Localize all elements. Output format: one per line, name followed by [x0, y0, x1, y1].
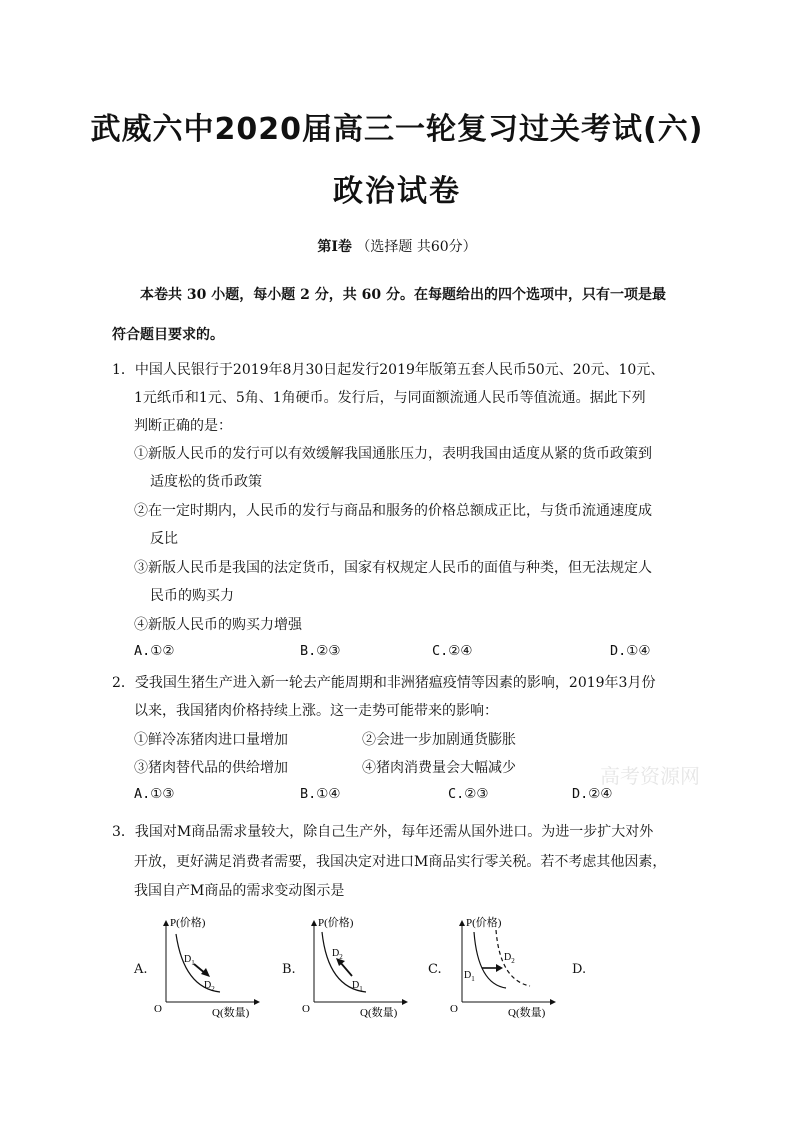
instructions-line-1: 本卷共 30 小题，每小题 2 分，共 60 分。在每题给出的四个选项中，只有一项是最 — [140, 287, 666, 303]
q1-option-b: B.②③ — [300, 643, 341, 659]
exam-subtitle: 政治试卷 — [333, 174, 461, 209]
graph-c-y-arrow — [459, 920, 465, 926]
graph-b-shift-arrow — [340, 962, 352, 976]
graph-a-demand-curve — [176, 934, 220, 992]
graph-c-y-label: P(价格) — [466, 917, 502, 929]
q2-statement-2: ②会进一步加剧通货膨胀 — [362, 732, 516, 748]
section-note: （选择题 共60分） — [356, 239, 477, 255]
q1-statement-2a: ②在一定时期内，人民币的发行与商品和服务的价格总额成正比，与货币流通速度成 — [134, 503, 652, 519]
q2-option-d: D.②④ — [572, 786, 613, 802]
q2-line-2: 以来，我国猪肉价格持续上涨。这一走势可能带来的影响： — [134, 703, 498, 719]
graph-b-y-arrow — [311, 920, 317, 926]
q1-statement-1a: ①新版人民币的发行可以有效缓解我国通胀压力，表明我国由适度从紧的货币政策到 — [134, 446, 652, 462]
section-name: 第Ⅰ卷 — [317, 239, 352, 255]
graph-b-y-label: P(价格) — [318, 917, 354, 929]
graph-a-y-arrow — [163, 920, 169, 926]
q2-option-a: A.①③ — [134, 786, 175, 802]
graph-a-d1: $D_1$ — [184, 954, 195, 967]
section-heading — [0, 236, 794, 256]
q2-line-1: 2．受我国生猪生产进入新一轮去产能周期和非洲猪瘟疫情等因素的影响，2019年3月份 — [112, 675, 656, 691]
q1-option-d: D.①④ — [610, 643, 651, 659]
q2-option-c: C.②③ — [448, 786, 489, 802]
graph-b-origin: O — [302, 1003, 310, 1015]
q1-statement-3a: ③新版人民币是我国的法定货币，国家有权规定人民币的面值与种类，但无法规定人 — [134, 560, 652, 576]
q3-graph-b — [298, 912, 418, 1022]
q3-graph-c — [446, 912, 566, 1022]
q2-option-b: B.①④ — [300, 786, 341, 802]
graph-c-d1: $D_1$ — [464, 970, 475, 983]
q1-statement-1b: 适度松的货币政策 — [150, 474, 262, 490]
q3-graph-a — [150, 912, 270, 1022]
graph-c-origin: O — [450, 1003, 458, 1015]
graph-c-x-label: Q(数量) — [508, 1007, 546, 1019]
q1-statement-4: ④新版人民币的购买力增强 — [134, 617, 302, 633]
graph-c-x-arrow — [550, 999, 556, 1005]
graph-a-origin: O — [154, 1003, 162, 1015]
graph-b-x-label: Q(数量) — [360, 1007, 398, 1019]
graph-b-x-arrow — [402, 999, 408, 1005]
q3-line-3: 我国自产M商品的需求变动图示是 — [134, 883, 345, 899]
q2-statement-3: ③猪肉替代品的供给增加 — [134, 760, 288, 776]
q2-statement-4: ④猪肉消费量会大幅减少 — [362, 760, 516, 776]
graph-c-shift-arrow-head — [496, 964, 503, 972]
graph-a-d2: $D_2$ — [204, 980, 215, 993]
graph-a-x-arrow — [254, 999, 260, 1005]
q1-line-2: 1元纸币和1元、5角、1角硬币。发行后，与同面额流通人民币等值流通。据此下列 — [134, 390, 646, 406]
q3-option-a-label: A. — [134, 962, 148, 977]
q3-option-c-label: C. — [428, 962, 442, 977]
instructions-line-2: 符合题目要求的。 — [112, 327, 224, 343]
graph-a-y-label: P(价格) — [170, 917, 206, 929]
graph-a-x-label: Q(数量) — [212, 1007, 250, 1019]
graph-a-shift-arrow-head — [201, 968, 210, 977]
graph-c-demand-curve-d1 — [474, 932, 506, 988]
q3-option-b-label: B. — [282, 962, 296, 977]
q1-option-a: A.①② — [134, 643, 175, 659]
graph-c-d2: $D_2$ — [504, 952, 515, 965]
graph-b-d1: $D_1$ — [352, 980, 363, 993]
q3-line-2: 开放，更好满足消费者需要，我国决定对进口M商品实行零关税。若不考虑其他因素， — [134, 854, 667, 870]
q1-option-c: C.②④ — [432, 643, 473, 659]
q1-line-1: 1．中国人民银行于2019年8月30日起发行2019年版第五套人民币50元、20元、10元、 — [112, 362, 665, 378]
watermark: 高考资源网 — [600, 764, 700, 788]
q1-line-3: 判断正确的是： — [134, 418, 232, 434]
graph-b-demand-curve — [322, 932, 366, 992]
q3-line-1: 3．我国对M商品需求量较大，除自己生产外，每年还需从国外进口。为进一步扩大对外 — [112, 824, 654, 840]
exam-title: 武威六中2020届高三一轮复习过关考试(六) — [90, 112, 704, 147]
q1-statement-3b: 民币的购买力 — [150, 588, 234, 604]
q3-option-d-label: D. — [572, 962, 587, 977]
graph-b-d2: $D_2$ — [332, 948, 343, 961]
q2-statement-1: ①鲜冷冻猪肉进口量增加 — [134, 732, 288, 748]
q1-statement-2b: 反比 — [150, 531, 178, 547]
